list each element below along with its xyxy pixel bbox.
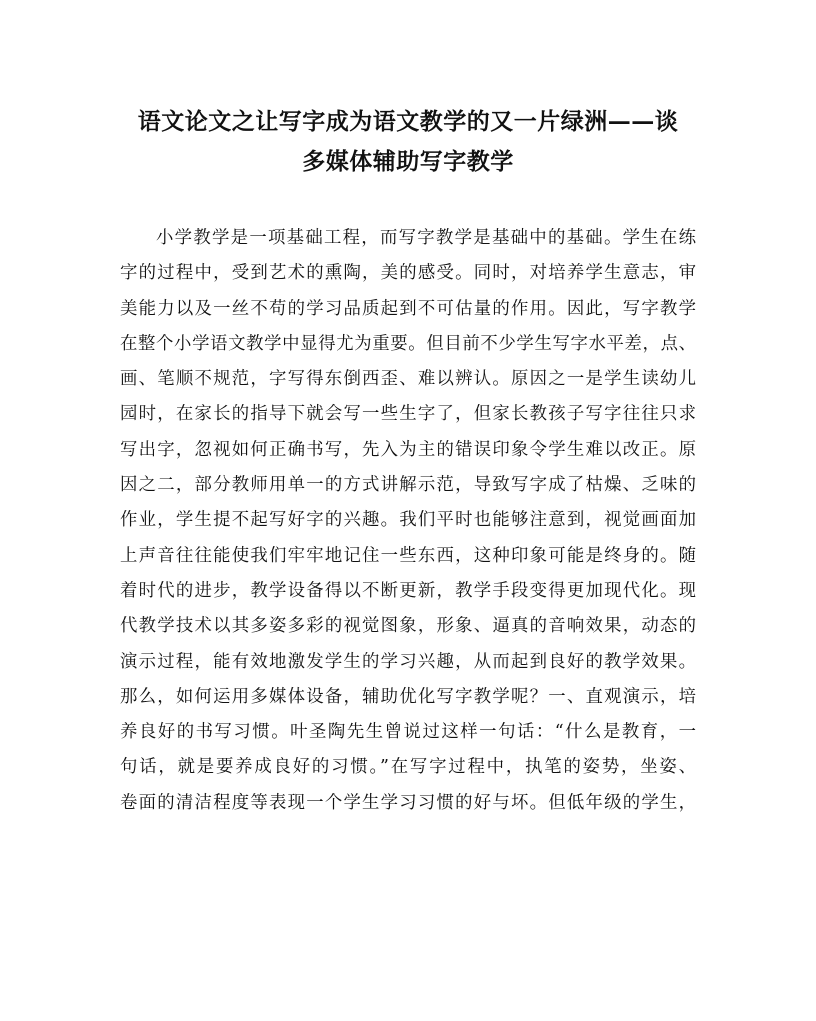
paragraph-line: 着时代的进步，教学设备得以不断更新，教学手段变得更加现代化。现: [120, 580, 696, 601]
paragraph-line: 代教学技术以其多姿多彩的视觉图象，形象、逼真的音响效果，动态的: [120, 616, 696, 637]
paragraph-line: 园时，在家长的指导下就会写一些生字了，但家长教孩子写字往往只求: [120, 404, 696, 425]
paragraph-line: 养良好的书写习惯。叶圣陶先生曾说过这样一句话：“什么是教育，一: [120, 722, 696, 743]
paragraph-line: 作业，学生提不起写好字的兴趣。我们平时也能够注意到，视觉画面加: [120, 510, 696, 531]
title-line: 多媒体辅助写字教学: [302, 148, 514, 175]
paragraph-line: 那么，如何运用多媒体设备，辅助优化写字教学呢？一、直观演示，培: [120, 686, 696, 707]
paragraph-line: 句话，就是要养成良好的习惯。”在写字过程中，执笔的姿势，坐姿、: [120, 757, 696, 778]
paragraph-line: 因之二，部分教师用单一的方式讲解示范，导致写字成了枯燥、乏味的: [120, 475, 696, 496]
paragraph-line: 画、笔顺不规范，字写得东倒西歪、难以辨认。原因之一是学生读幼儿: [120, 369, 696, 390]
body-paragraph: [120, 221, 696, 821]
paragraph-line: 写出字，忽视如何正确书写，先入为主的错误印象令学生难以改正。原: [120, 439, 696, 460]
paragraph-line: 字的过程中，受到艺术的熏陶，美的感受。同时，对培养学生意志，审: [120, 263, 696, 284]
paragraph-line: 上声音往往能使我们牢牢地记住一些东西，这种印象可能是终身的。随: [120, 545, 696, 566]
title-line: 语文论文之让写字成为语文教学的又一片绿洲——谈: [137, 108, 679, 135]
document-title: [96, 102, 720, 182]
paragraph-line: 小学教学是一项基础工程，而写字教学是基础中的基础。学生在练: [156, 228, 696, 248]
paragraph-line: 卷面的清洁程度等表现一个学生学习习惯的好与坏。但低年级的学生，: [120, 792, 696, 813]
paragraph-line: 在整个小学语文教学中显得尤为重要。但目前不少学生写字水平差，点、: [120, 333, 696, 354]
paragraph-line: 演示过程，能有效地激发学生的学习兴趣，从而起到良好的教学效果。: [120, 651, 696, 672]
paragraph-line: 美能力以及一丝不苟的学习品质起到不可估量的作用。因此，写字教学: [120, 298, 696, 319]
